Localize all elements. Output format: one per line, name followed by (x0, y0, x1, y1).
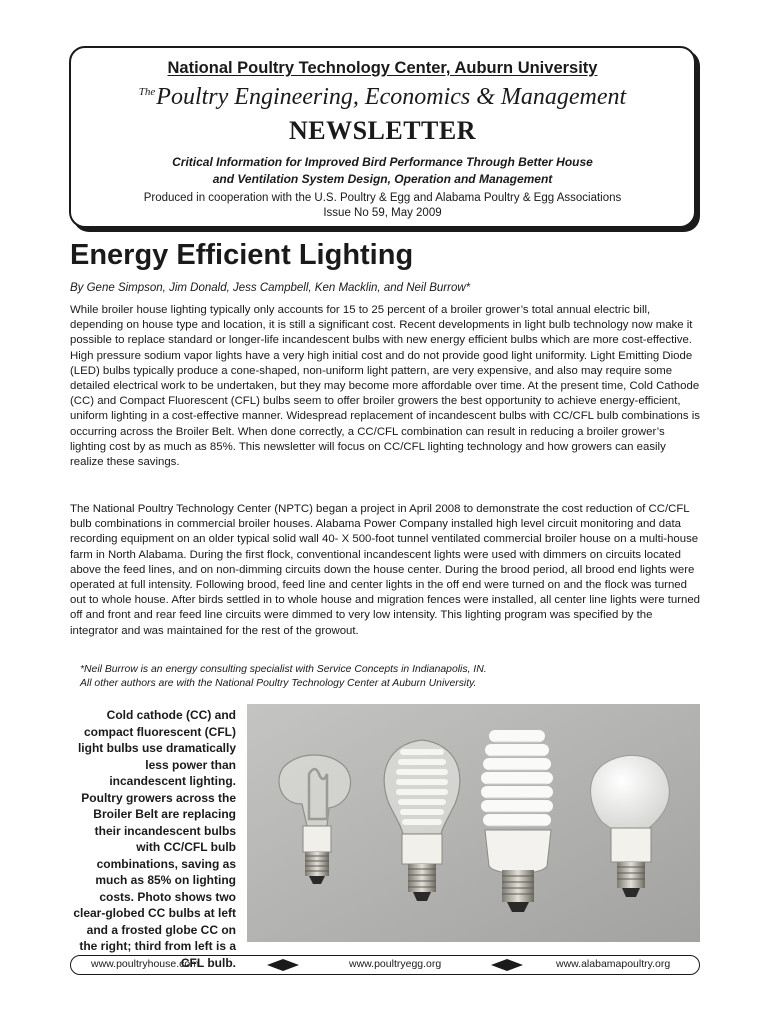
tagline-line-2: and Ventilation System Design, Operation and Management (212, 172, 553, 186)
footer-link-alabamapoultry[interactable]: www.alabamapoultry.org (556, 958, 671, 970)
diamond-divider-icon (267, 959, 299, 971)
footnote-line-2: All other authors are with the National Poultry Technology Center at Auburn University. (80, 677, 477, 689)
footer-bar (70, 955, 700, 975)
masthead (69, 46, 696, 228)
light-bulbs-photo (247, 704, 700, 942)
tagline (71, 154, 694, 188)
tagline-line-1: Critical Information for Improved Bird Performance Through Better House (172, 155, 593, 169)
publication-title: Poultry Engineering, Economics & Management (156, 84, 627, 110)
issue-line: Issue No 59, May 2009 (323, 207, 442, 219)
article-paragraph-1: While broiler house lighting typically only accounts for 15 to 25 percent of a broiler grower’s total annual electric bill, depending on house type and location, it is still a significant cost. Recent developments in light bulb technology now make it possible to replace standard or longer-life incandescent bulbs with new energy efficient bulbs which are more cost-effective. High pressure sodium vapor lights have a very high initial cost and do not provide good light uniformity. Light Emitting Diode (LED) bulbs typically produce a cone-shaped, non-uniform light pattern, are very expensive, and also may require some detailed electrical work to be undertaken, but they may become more affordable over time. At the present time, Cold Cathode (CC) and Compact Fluorescent (CFL) bulbs seem to offer broiler growers the best opportunity to achieve energy-efficient, uniform lighting in a cost-effective manner. Widespread replacement of incandescent bulbs with CC/CFL bulb combinations is occurring across the Broiler Belt. When done correctly, a CC/CFL combination can result in reducing a broiler grower’s lighting cost by as much as 85%. This newsletter will focus on CC/CFL lighting technology and how growers can easily realize these savings. (70, 304, 700, 469)
footnote-line-1: *Neil Burrow is an energy consulting specialist with Service Concepts in Indianapolis, IN. (80, 664, 487, 675)
article-authors: By Gene Simpson, Jim Donald, Jess Campbell, Ken Macklin, and Neil Burrow* (70, 282, 471, 294)
newsletter-heading: NEWSLETTER (288, 116, 477, 145)
cooperation-note (71, 191, 694, 221)
diamond-divider-icon (491, 959, 523, 971)
article-title: Energy Efficient Lighting (70, 239, 414, 271)
author-footnote (80, 663, 700, 690)
organization-name: National Poultry Technology Center, Auburn University (167, 59, 598, 77)
publication-name (71, 84, 694, 111)
footer-link-poultryhouse[interactable]: www.poultryhouse.com (91, 958, 199, 970)
footer-link-poultryegg[interactable]: www.poultryegg.org (349, 958, 442, 970)
photo-caption: Cold cathode (CC) and compact fluorescent (CFL) light bulbs use dramatically less power than incandescent lighting. Poultry growers across the Broiler Belt are replacing their incandescent bulbs with CC/CFL bulb combinations, saving as much as 85% on lighting costs. Photo shows two clear-globed CC bulbs at left and a frosted globe CC on the right; third from left is a CFL bulb. (73, 708, 236, 970)
publication-prefix: The (138, 86, 156, 98)
article-paragraph-2: The National Poultry Technology Center (NPTC) began a project in April 2008 to demonstrate the cost reduction of CC/CFL bulb combinations in commercial broiler houses. Alabama Power Company installed high level circuit monitoring and data recording equipment on an older typical solid wall 40- X 500-foot tunnel ventilated commercial broiler house on a multi-house farm in North Alabama. During the first flock, conventional incandescent lights were used with dimmers on circuits located above the feed lines, and on non-dimming circuits down the house center. During the brood period, all brood end lights were operated at full intensity. Following brood, feed line and center lights in the off end were turned on and the flock was turned out to whole house. After birds settled in to whole house and migration fences were installed, all center line lights were turned off and front and rear feed line circuits were dimmed to very low intensity. This lighting program was specified by the integrator and was maintained for the rest of the growout. (70, 503, 701, 637)
cooperation-line: Produced in cooperation with the U.S. Poultry & Egg and Alabama Poultry & Egg Associations (143, 192, 622, 204)
